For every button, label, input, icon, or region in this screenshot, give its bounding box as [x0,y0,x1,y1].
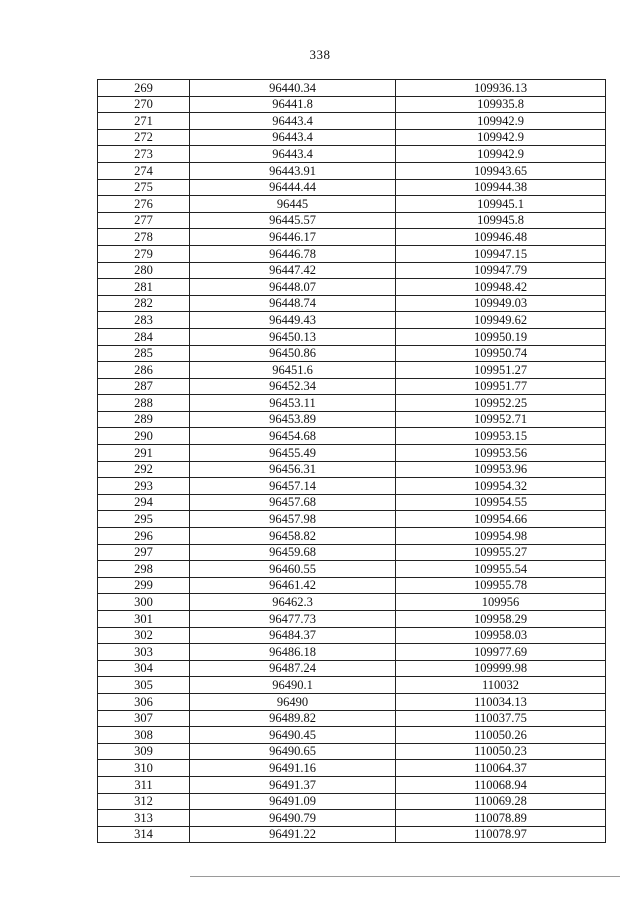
y-coordinate-cell: 109950.74 [396,345,606,362]
y-coordinate-cell: 109977.69 [396,644,606,661]
point-number-cell: 283 [98,312,190,329]
point-number-cell: 296 [98,528,190,545]
y-coordinate-cell: 110078.97 [396,826,606,843]
footer-divider [190,876,620,877]
point-number-cell: 277 [98,212,190,229]
x-coordinate-cell: 96457.68 [190,494,396,511]
y-coordinate-cell: 109954.98 [396,528,606,545]
x-coordinate-cell: 96491.16 [190,760,396,777]
point-number-cell: 310 [98,760,190,777]
x-coordinate-cell: 96458.82 [190,528,396,545]
y-coordinate-cell: 109953.96 [396,461,606,478]
table-row [98,478,606,495]
y-coordinate-cell: 109956 [396,594,606,611]
point-number-cell: 288 [98,395,190,412]
x-coordinate-cell: 96487.24 [190,660,396,677]
point-number-cell: 269 [98,80,190,97]
x-coordinate-cell: 96491.37 [190,776,396,793]
table-row [98,196,606,213]
point-number-cell: 285 [98,345,190,362]
y-coordinate-cell: 109935.8 [396,96,606,113]
table-row [98,245,606,262]
table-row [98,793,606,810]
point-number-cell: 290 [98,428,190,445]
x-coordinate-cell: 96457.98 [190,511,396,528]
table-row [98,461,606,478]
coordinate-table-body [98,80,606,843]
y-coordinate-cell: 109951.27 [396,362,606,379]
table-row [98,179,606,196]
table-row [98,328,606,345]
table-row [98,594,606,611]
x-coordinate-cell: 96443.4 [190,146,396,163]
x-coordinate-cell: 96443.4 [190,129,396,146]
table-row [98,129,606,146]
point-number-cell: 273 [98,146,190,163]
point-number-cell: 289 [98,411,190,428]
table-row [98,262,606,279]
table-row [98,494,606,511]
x-coordinate-cell: 96490.79 [190,810,396,827]
table-row [98,561,606,578]
point-number-cell: 298 [98,561,190,578]
x-coordinate-cell: 96490.45 [190,727,396,744]
y-coordinate-cell: 110069.28 [396,793,606,810]
x-coordinate-cell: 96490.65 [190,743,396,760]
y-coordinate-cell: 110032 [396,677,606,694]
y-coordinate-cell: 109950.19 [396,328,606,345]
point-number-cell: 311 [98,776,190,793]
point-number-cell: 313 [98,810,190,827]
y-coordinate-cell: 109953.15 [396,428,606,445]
point-number-cell: 314 [98,826,190,843]
table-row [98,826,606,843]
y-coordinate-cell: 109946.48 [396,229,606,246]
coordinate-table [97,79,606,843]
table-row [98,312,606,329]
y-coordinate-cell: 109942.9 [396,113,606,130]
table-row [98,445,606,462]
point-number-cell: 294 [98,494,190,511]
point-number-cell: 292 [98,461,190,478]
point-number-cell: 304 [98,660,190,677]
x-coordinate-cell: 96484.37 [190,627,396,644]
point-number-cell: 312 [98,793,190,810]
y-coordinate-cell: 109942.9 [396,146,606,163]
table-row [98,810,606,827]
point-number-cell: 295 [98,511,190,528]
table-row [98,693,606,710]
table-row [98,229,606,246]
table-row [98,113,606,130]
y-coordinate-cell: 109954.66 [396,511,606,528]
point-number-cell: 303 [98,644,190,661]
y-coordinate-cell: 109958.29 [396,611,606,628]
point-number-cell: 281 [98,279,190,296]
table-row [98,395,606,412]
table-row [98,212,606,229]
table-row [98,146,606,163]
x-coordinate-cell: 96460.55 [190,561,396,578]
y-coordinate-cell: 109949.62 [396,312,606,329]
x-coordinate-cell: 96456.31 [190,461,396,478]
y-coordinate-cell: 109942.9 [396,129,606,146]
x-coordinate-cell: 96440.34 [190,80,396,97]
x-coordinate-cell: 96462.3 [190,594,396,611]
table-row [98,80,606,97]
point-number-cell: 275 [98,179,190,196]
y-coordinate-cell: 110034.13 [396,693,606,710]
point-number-cell: 287 [98,378,190,395]
table-row [98,727,606,744]
table-row [98,644,606,661]
y-coordinate-cell: 110050.23 [396,743,606,760]
x-coordinate-cell: 96443.91 [190,162,396,179]
y-coordinate-cell: 109949.03 [396,295,606,312]
y-coordinate-cell: 109953.56 [396,445,606,462]
table-row [98,96,606,113]
x-coordinate-cell: 96445.57 [190,212,396,229]
table-row [98,511,606,528]
x-coordinate-cell: 96457.14 [190,478,396,495]
table-row [98,743,606,760]
x-coordinate-cell: 96452.34 [190,378,396,395]
table-row [98,295,606,312]
point-number-cell: 302 [98,627,190,644]
y-coordinate-cell: 109947.15 [396,245,606,262]
table-row [98,776,606,793]
point-number-cell: 300 [98,594,190,611]
table-row [98,162,606,179]
table-row [98,362,606,379]
x-coordinate-cell: 96441.8 [190,96,396,113]
table-row [98,544,606,561]
point-number-cell: 270 [98,96,190,113]
point-number-cell: 293 [98,478,190,495]
y-coordinate-cell: 109945.8 [396,212,606,229]
table-row [98,611,606,628]
page-number: 338 [309,47,331,62]
x-coordinate-cell: 96490.1 [190,677,396,694]
table-row [98,378,606,395]
x-coordinate-cell: 96491.09 [190,793,396,810]
point-number-cell: 279 [98,245,190,262]
y-coordinate-cell: 109945.1 [396,196,606,213]
point-number-cell: 307 [98,710,190,727]
point-number-cell: 301 [98,611,190,628]
point-number-cell: 282 [98,295,190,312]
y-coordinate-cell: 109947.79 [396,262,606,279]
x-coordinate-cell: 96446.17 [190,229,396,246]
x-coordinate-cell: 96443.4 [190,113,396,130]
y-coordinate-cell: 109943.65 [396,162,606,179]
y-coordinate-cell: 110068.94 [396,776,606,793]
point-number-cell: 309 [98,743,190,760]
y-coordinate-cell: 109958.03 [396,627,606,644]
x-coordinate-cell: 96454.68 [190,428,396,445]
y-coordinate-cell: 110064.37 [396,760,606,777]
y-coordinate-cell: 109951.77 [396,378,606,395]
x-coordinate-cell: 96449.43 [190,312,396,329]
y-coordinate-cell: 110037.75 [396,710,606,727]
x-coordinate-cell: 96444.44 [190,179,396,196]
x-coordinate-cell: 96450.86 [190,345,396,362]
point-number-cell: 306 [98,693,190,710]
point-number-cell: 305 [98,677,190,694]
point-number-cell: 297 [98,544,190,561]
x-coordinate-cell: 96451.6 [190,362,396,379]
y-coordinate-cell: 109955.54 [396,561,606,578]
y-coordinate-cell: 109955.27 [396,544,606,561]
table-row [98,428,606,445]
y-coordinate-cell: 110078.89 [396,810,606,827]
x-coordinate-cell: 96448.07 [190,279,396,296]
x-coordinate-cell: 96453.89 [190,411,396,428]
table-row [98,710,606,727]
point-number-cell: 280 [98,262,190,279]
point-number-cell: 291 [98,445,190,462]
x-coordinate-cell: 96453.11 [190,395,396,412]
point-number-cell: 278 [98,229,190,246]
y-coordinate-cell: 109948.42 [396,279,606,296]
x-coordinate-cell: 96446.78 [190,245,396,262]
point-number-cell: 271 [98,113,190,130]
table-row [98,528,606,545]
y-coordinate-cell: 109955.78 [396,577,606,594]
point-number-cell: 272 [98,129,190,146]
x-coordinate-cell: 96477.73 [190,611,396,628]
table-row [98,345,606,362]
table-row [98,760,606,777]
x-coordinate-cell: 96490 [190,693,396,710]
point-number-cell: 274 [98,162,190,179]
y-coordinate-cell: 109954.32 [396,478,606,495]
point-number-cell: 308 [98,727,190,744]
y-coordinate-cell: 109944.38 [396,179,606,196]
table-row [98,627,606,644]
y-coordinate-cell: 109952.25 [396,395,606,412]
x-coordinate-cell: 96461.42 [190,577,396,594]
x-coordinate-cell: 96489.82 [190,710,396,727]
x-coordinate-cell: 96486.18 [190,644,396,661]
y-coordinate-cell: 109954.55 [396,494,606,511]
table-row [98,279,606,296]
y-coordinate-cell: 109952.71 [396,411,606,428]
table-row [98,577,606,594]
y-coordinate-cell: 109936.13 [396,80,606,97]
point-number-cell: 284 [98,328,190,345]
x-coordinate-cell: 96445 [190,196,396,213]
point-number-cell: 276 [98,196,190,213]
y-coordinate-cell: 110050.26 [396,727,606,744]
table-row [98,660,606,677]
x-coordinate-cell: 96491.22 [190,826,396,843]
x-coordinate-cell: 96455.49 [190,445,396,462]
x-coordinate-cell: 96448.74 [190,295,396,312]
x-coordinate-cell: 96447.42 [190,262,396,279]
point-number-cell: 299 [98,577,190,594]
point-number-cell: 286 [98,362,190,379]
y-coordinate-cell: 109999.98 [396,660,606,677]
table-row [98,677,606,694]
x-coordinate-cell: 96459.68 [190,544,396,561]
x-coordinate-cell: 96450.13 [190,328,396,345]
table-row [98,411,606,428]
